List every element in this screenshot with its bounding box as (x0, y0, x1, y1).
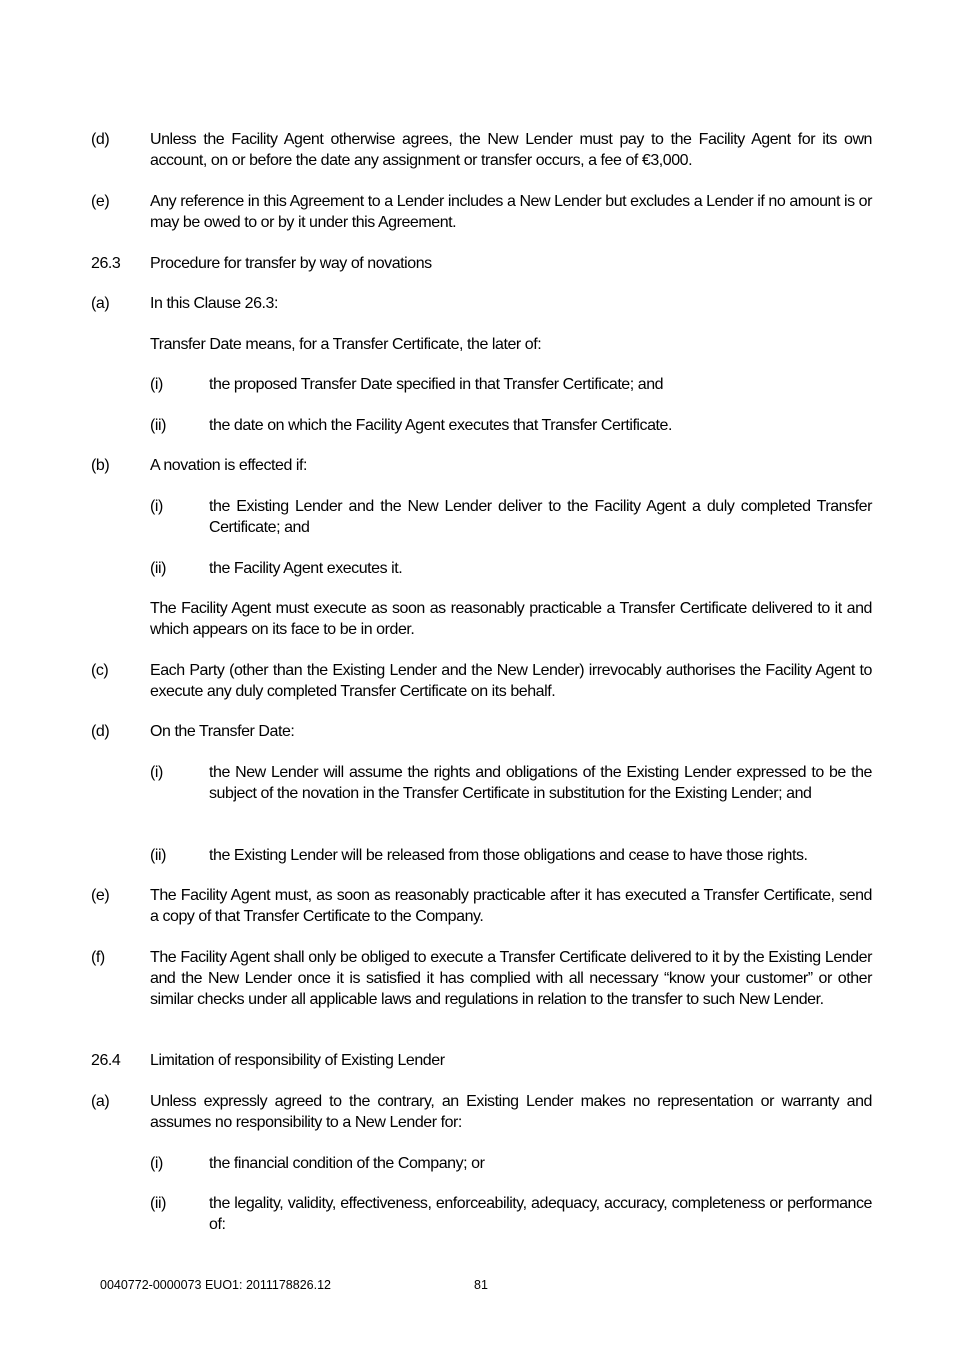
paragraph-label: (a) (91, 1093, 110, 1110)
paragraph-label: (d) (91, 723, 110, 740)
section-number: 26.3 (91, 255, 121, 272)
paragraph-label: (f) (91, 949, 105, 966)
subparagraph-label: (ii) (150, 1195, 166, 1212)
subparagraph-text: the Existing Lender and the New Lender deliver to the Facility Agent a duly completed Transfer Certificate; and (209, 498, 872, 536)
subparagraph-text: the legality, validity, effectiveness, enforceability, adequacy, accuracy, completeness or performance of: (209, 1195, 872, 1233)
paragraph-text: The Facility Agent must, as soon as reasonably practicable after it has executed a Transfer Certificate, send a copy of that Transfer Certificate to the Company. (150, 887, 872, 925)
section-number: 26.4 (91, 1052, 121, 1069)
subparagraph-label: (i) (150, 376, 163, 393)
paragraph-text: Any reference in this Agreement to a Lender includes a New Lender but excludes a Lender if no amount is or may be owed to or by it under this Agreement. (150, 193, 872, 231)
subparagraph-text: the date on which the Facility Agent executes that Transfer Certificate. (209, 417, 672, 434)
paragraph-text: The Facility Agent shall only be obliged to execute a Transfer Certificate delivered to it by the Existing Lender and the New Lender once it is satisfied it has complied with all necessary “know your customer” or other similar checks under all applicable laws and regulations in relation to the transfer to such New Lender. (150, 949, 872, 1008)
paragraph-text: Unless expressly agreed to the contrary, an Existing Lender makes no representation or warranty and assumes no responsibility to a New Lender for: (150, 1093, 872, 1131)
paragraph-label: (e) (91, 193, 110, 210)
paragraph-text: Each Party (other than the Existing Lender and the New Lender) irrevocably authorises the Facility Agent to execute any duly completed Transfer Certificate on its behalf. (150, 662, 872, 700)
footer-page-number: 81 (474, 1278, 488, 1292)
paragraph-label: (d) (91, 131, 110, 148)
subparagraph-text: the New Lender will assume the rights and obligations of the Existing Lender expressed to be the subject of the novation in the Transfer Certificate in substitution for the Existing Lender; and (209, 764, 872, 802)
definition-text: Transfer Date means, for a Transfer Certificate, the later of: (150, 336, 542, 353)
subparagraph-text: the Facility Agent executes it. (209, 560, 403, 577)
paragraph-text: A novation is effected if: (150, 457, 308, 474)
paragraph-text: The Facility Agent must execute as soon as reasonably practicable a Transfer Certificate delivered to it and which appears on its face to be in order. (150, 600, 872, 638)
paragraph-text: On the Transfer Date: (150, 723, 295, 740)
paragraph-label: (b) (91, 457, 110, 474)
subparagraph-text: the financial condition of the Company; or (209, 1155, 485, 1172)
subparagraph-label: (i) (150, 498, 163, 515)
paragraph-label: (c) (91, 662, 109, 679)
paragraph-label: (a) (91, 295, 110, 312)
section-title: Limitation of responsibility of Existing Lender (150, 1052, 445, 1069)
paragraph-text: In this Clause 26.3: (150, 295, 278, 312)
footer-document-reference: 0040772-0000073 EUO1: 2011178826.12 (100, 1278, 331, 1292)
paragraph-label: (e) (91, 887, 110, 904)
subparagraph-text: the Existing Lender will be released from those obligations and cease to have those rights. (209, 847, 808, 864)
subparagraph-label: (ii) (150, 560, 166, 577)
subparagraph-label: (i) (150, 764, 163, 781)
subparagraph-label: (ii) (150, 417, 166, 434)
subparagraph-label: (i) (150, 1155, 163, 1172)
subparagraph-label: (ii) (150, 847, 166, 864)
subparagraph-text: the proposed Transfer Date specified in that Transfer Certificate; and (209, 376, 664, 393)
section-title: Procedure for transfer by way of novations (150, 255, 432, 272)
paragraph-text: Unless the Facility Agent otherwise agrees, the New Lender must pay to the Facility Agent for its own account, on or before the date any assignment or transfer occurs, a fee of €3,000. (150, 131, 872, 169)
